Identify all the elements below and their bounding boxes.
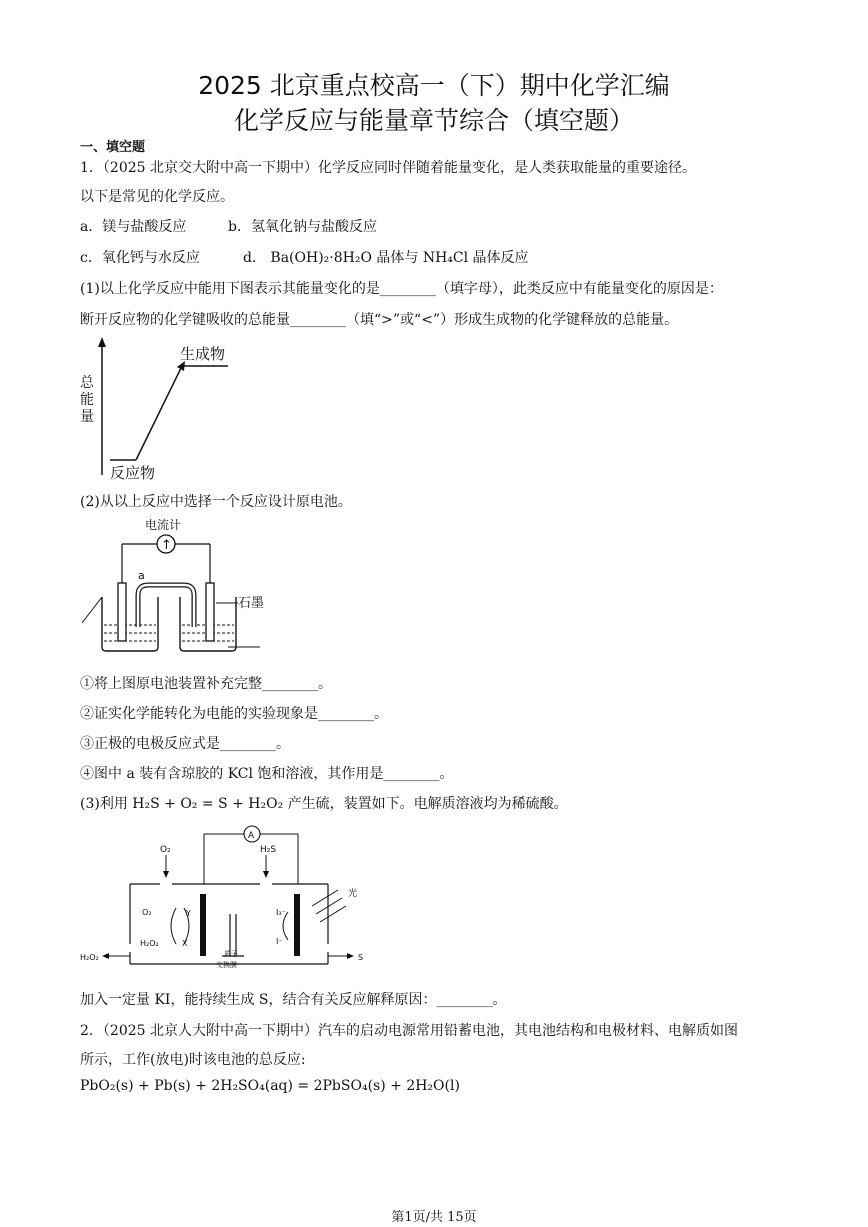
q1-option-c: c．氧化钙与水反应: [80, 250, 200, 266]
galvanometer-needle-icon: ↑: [161, 538, 172, 553]
page-title: 2025 北京重点校高一（下）期中化学汇编: [198, 71, 670, 100]
membrane-label-2: 交换膜: [216, 961, 237, 969]
q1-intro: 1．（2025 北京交大附中高一下期中）化学反应同时伴随着能量变化，是人类获取能量的重要途径。: [80, 160, 696, 176]
light-label: 光: [348, 889, 358, 899]
q2-equation: PbO₂(s) + Pb(s) + 2H₂SO₄(aq) = 2PbSO₄(s) + 2H₂O(l): [80, 1078, 460, 1094]
o2-inlet-label: O₂: [160, 845, 171, 855]
energy-axis-label-2: 能: [80, 392, 94, 408]
x-label: X: [182, 939, 188, 948]
q1-part2: (2)从以上反应中选择一个反应设计原电池。: [80, 494, 352, 510]
galvanic-cell-diagram: [80, 515, 280, 655]
reactant-label: 反应物: [110, 464, 156, 482]
energy-axis-label-3: 量: [80, 409, 94, 425]
ammeter-label: A: [248, 831, 255, 841]
energy-axis-label-1: 总: [80, 375, 94, 391]
sulfur-outlet-label: S: [358, 953, 364, 962]
q1-sub2: ②证实化学能转化为电能的实验现象是________。: [80, 706, 388, 722]
q1-sub1: ①将上图原电池装置补充完整________。: [80, 676, 332, 692]
iodide-label: I⁻: [276, 937, 283, 946]
q1-sub3: ③正极的电极反应式是________。: [80, 736, 290, 752]
page-footer: 第1页/共 15页: [391, 1210, 477, 1225]
h2s-device-diagram: [80, 822, 380, 972]
o2-reactant-label: O₂: [142, 908, 152, 917]
q1-option-a: a．镁与盐酸反应: [80, 219, 187, 235]
y-label: Y: [186, 909, 191, 918]
section-heading: 一、填空题: [80, 140, 146, 155]
q1-part3-end: 加入一定量 KI，能持续生成 S，结合有关反应解释原因：________。: [80, 992, 507, 1008]
h2o2-product-label: H₂O₂: [140, 939, 159, 948]
q1-option-d: d． Ba(OH)₂·8H₂O 晶体与 NH₄Cl 晶体反应: [243, 250, 529, 266]
page-subtitle: 化学反应与能量章节综合（填空题）: [233, 106, 634, 135]
q1-part3: (3)利用 H₂S + O₂ = S + H₂O₂ 产生硫，装置如下。电解质溶液均为稀硫酸。: [80, 796, 568, 812]
membrane-label-1: 质子: [224, 950, 238, 958]
h2s-inlet-label: H₂S: [260, 845, 277, 855]
q1-intro-2: 以下是常见的化学反应。: [80, 189, 234, 205]
product-label: 生成物: [180, 345, 226, 363]
triiodide-label: I₃⁻: [276, 908, 286, 917]
q1-part1-line2: 断开反应物的化学键吸收的总能量________（填“>”或“<”）形成生成物的化学键释放的总能量。: [80, 312, 679, 328]
q1-part1-line1: (1)以上化学反应中能用下图表示其能量变化的是________（填字母），此类反应中有能量变化的原因是：: [80, 281, 723, 297]
galvanometer-label: 电流计: [145, 518, 182, 532]
q2-line1: 2．（2025 北京人大附中高一下期中）汽车的启动电源常用铅蓄电池，其电池结构和电极材料、电解质如图: [80, 1023, 738, 1039]
q1-sub4: ④图中 a 装有含琼胶的 KCl 饱和溶液，其作用是________。: [80, 766, 454, 782]
energy-diagram: [74, 335, 274, 485]
q1-option-b: b．氢氧化钠与盐酸反应: [228, 219, 377, 235]
graphite-label: 石墨: [238, 596, 265, 611]
h2o2-outlet-label: H₂O₂: [80, 953, 99, 962]
salt-bridge-label: a: [138, 569, 145, 582]
q2-line2: 所示，工作(放电)时该电池的总反应:: [80, 1052, 306, 1068]
